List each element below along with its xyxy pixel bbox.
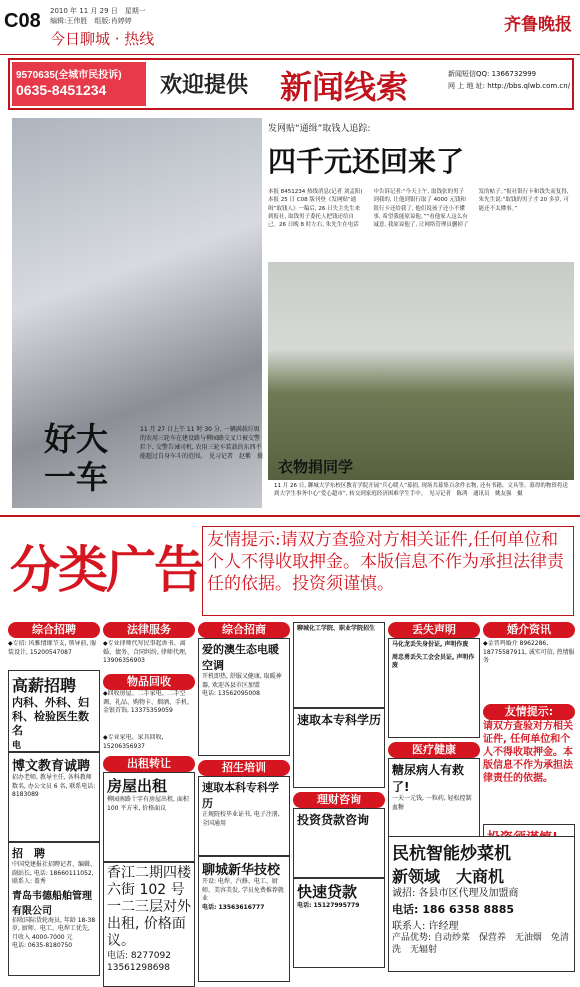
header-meta <box>50 6 146 26</box>
ad-d1: 聊城化工学院、职业学院招生 <box>297 625 376 632</box>
cat-matchmaking: 婚介资讯 <box>483 622 575 638</box>
ad-education-box <box>8 752 100 842</box>
ad-e7: 诚招: 各县市区代理及加盟商 <box>392 888 519 899</box>
editor-line: 编辑:王伟胜 组版:肖婷婷 <box>50 17 132 25</box>
cat-recycle: 物品回收 <box>103 674 195 690</box>
date-line: 2010 年 11 月 29 日 星期一 <box>50 7 146 15</box>
ad-b5: 柳园南路十字有房屋出租, 面积 100 平方米, 价格面议 <box>107 796 189 812</box>
hotline-banner <box>8 58 574 110</box>
cat-finance: 理财咨询 <box>293 792 385 808</box>
ad-d5: 快速贷款 <box>297 883 358 901</box>
ad-e8: 电话: 186 6358 8885 <box>392 903 515 916</box>
header-divider <box>0 54 580 55</box>
photo1-title: 好大一车 <box>44 420 109 496</box>
ad-column-2 <box>103 622 195 972</box>
ad-school-box <box>198 856 290 982</box>
ad-column-3 <box>198 622 290 972</box>
ad-d4: 投资贷款咨询 <box>297 813 370 827</box>
ad-e1: 马化龙丢失身份证, 声明作废 <box>392 641 469 648</box>
ad-diabetes-box <box>388 758 480 838</box>
ad-degree-box <box>198 776 290 856</box>
ad-lost-box <box>388 638 480 738</box>
ad-c3: 电话: 13562095008 <box>202 690 260 697</box>
ad-f2: 请双方查验对方相关证件, 任何单位和个人不得收取押金。本版信息不作为承担法律责任的依据。 <box>483 721 573 784</box>
photo2-title: 衣物捐同学 <box>278 458 354 476</box>
cat-tip: 友情提示: <box>483 704 575 720</box>
ad-a4: 电 <box>12 741 22 751</box>
cat-business: 综合招商 <box>198 622 290 638</box>
ad-house-box <box>103 772 195 862</box>
ad-c4: 速取本科专科学历 <box>202 781 279 810</box>
cat-medical: 医疗健康 <box>388 742 480 758</box>
photo1-caption: 11 月 27 日上午 11 时 30 分, 一辆满载垃圾的农用三轮车在建设路与柳园路交叉口被交警拦下, 交警告诫司机, 农用三轮车装载的东西不能超过自身车斗的范围。 见习记者 赵紫 摄 <box>140 426 264 460</box>
banner-title-2: 新闻线索 <box>280 68 409 106</box>
cat-enrollment: 招生培训 <box>198 760 290 776</box>
ad-heater-box <box>198 638 290 756</box>
ad-f1: ◆金晋鸡婚介 8962286, 18775587911, 诚实可信, 热情服务 <box>483 640 575 664</box>
ad-loan-box <box>293 878 385 968</box>
hotline-number-a: 9570635(全城市民投诉) <box>16 70 122 81</box>
ad-e2: 周忠勇丢失工会会员证, 声明作废 <box>392 653 475 669</box>
banner-url: 网 上 地 址: http://bbs.qlwb.com.cn/ <box>448 82 571 90</box>
ad-c6: 聊城新华技校 <box>202 863 281 878</box>
ad-fastdegree-box <box>293 708 385 788</box>
page-number: C08 <box>4 10 41 32</box>
ad-e10: 产品优势: 自动炒菜 保营养 无油烟 免清洗 无辐射 <box>392 933 569 955</box>
ad-e3: 糖尿病人有救了! <box>392 763 465 794</box>
ad-a10: 招收国际货轮海员, 年龄 18-38 岁, 厨师、电工、电焊工优先, 月收入 4000-7000 元 <box>12 916 96 941</box>
ad-xiangjiang-box <box>103 862 195 987</box>
ad-b3: ◆专业家电、家具回收, 15206356937 <box>103 734 164 750</box>
photo2-caption: 11 月 26 日, 聊城大学东校区教育学院开展“兵心暖人”募捐, 现场共募集百余件衣物, 还有书籍、文具等。募得的物资将送到大学生事务中心“爱心超市”, 转交到家庭经济困难学生手中。 见习记者 陈鸿 通讯员 姚友强 摄 <box>274 483 568 498</box>
ad-a11: 电话: 0635-8180750 <box>12 942 73 949</box>
cat-legal: 法律服务 <box>103 622 195 638</box>
ad-b1: ◆专业律师代写民事起诉书、离婚、债务、合同纠纷, 律师代理, 13906356903 <box>103 640 187 664</box>
hotline-box <box>12 62 146 106</box>
ad-d2: 速取本专科学历 <box>297 713 382 727</box>
ad-column-4 <box>293 622 385 972</box>
section-title: 今日聊城 · 热线 <box>50 30 155 48</box>
ad-e5: 民杭智能炒菜机 <box>392 844 511 864</box>
cat-recruit: 综合招聘 <box>8 622 100 638</box>
ad-c7: 开设: 电焊、汽修、电工、厨师、美容美发, 学员免费推荐就业 <box>202 878 284 902</box>
ad-a7: 招 聘 <box>12 847 45 860</box>
ad-cooker-box <box>388 836 575 972</box>
ad-b4: 房屋出租 <box>107 777 168 795</box>
ad-column-1 <box>8 622 100 972</box>
ad-a1: ◆专招: 风雅情缘节支, 领导前, 服装设计, 15200547087 <box>8 640 97 656</box>
ad-c1: 爱的澳生态电暖空调 <box>202 643 279 672</box>
students-donation-photo <box>268 262 574 480</box>
ad-a6: 招办老师, 教导主任, 各科教师数名, 办公文员 6 名, 联系电话: 8183089 <box>12 774 96 798</box>
cat-lost: 丢失声明 <box>388 622 480 638</box>
ad-c5: 正规院校毕业证书, 电子注册, 全国通用 <box>202 811 280 827</box>
cat-rental: 出租转让 <box>103 756 195 772</box>
story-headline: 四千元还回来了 <box>268 145 465 178</box>
ad-invest-box <box>293 808 385 878</box>
ad-a5: 博文教育诚聘 <box>12 759 91 774</box>
ad-b6: 香江二期四楼六街 102 号一二三层对外出租, 价格面议。 <box>107 865 191 949</box>
ad-c8: 电话: 13563616777 <box>202 903 265 911</box>
ad-college-box <box>293 622 385 708</box>
ad-b2: ◆回收房屋、二手家电、二手空调、礼品、购物卡、烟酒、手机、金银首饰, 13375359059 <box>103 690 194 714</box>
classified-title: 分类广告 <box>10 540 202 599</box>
ad-a8: 中国党建报社招聘记者、编辑、副站长, 电话: 18660111052, 联系人: 盖秀 <box>12 861 97 885</box>
story-body: 本报 8451234 热线消息(记者 刘孟阳) 本报 25 日 C08 版刊登《发网贴“通缉”取钱人》一稿后, 26 日失主先生来到报社, 取钱男子委托人把钱还给自己。26 日晚 8 时左右, 朱先生在电话中告诉记者:“今天上午, 取钱张的男子到我的, 让他到银行取了 4000 元钱和银行卡还给我了, 他们说孩子还小不懂事, 希望我能原谅他。”“看他家人这么有诚意, 我原谅他了, 让网络管理员删掉了发的帖子。”报社银行卡和钱失而复得, 朱先生说:“取钱的男子才 20 多岁, 可能还不太懂事。” <box>268 189 569 229</box>
hotline-number-b: 0635-8451234 <box>16 82 107 98</box>
classified-notice: 友情提示:请双方查验对方相关证件,任何单位和个人不得收取押金。本版信息不作为承担法律责任的依据。投资须谨慎。 <box>202 526 574 616</box>
ad-c2: 开机即热, 舒服又健康, 取暖神器, 欢迎各县市区加盟 <box>202 673 282 689</box>
ad-e6: 新领域 大商机 <box>392 867 505 886</box>
ad-a3: 内科、外科、妇科、检验医生数名 <box>12 696 89 737</box>
banner-contact <box>448 68 570 92</box>
ad-d6: 电话: 15127995779 <box>297 902 360 909</box>
story-kicker: 发网贴“通缉”取钱人追踪: <box>268 124 371 134</box>
ad-a2: 高薪招聘 <box>12 676 77 695</box>
newspaper-brand: 齐鲁晚报 <box>504 15 572 35</box>
ad-e4: 一天一元钱, 一粒药, 轻松控制血糖 <box>392 795 472 811</box>
section-divider <box>0 515 580 517</box>
ad-b7: 电话: 8277092 13561298698 <box>107 951 180 973</box>
ad-seaman-box <box>8 842 100 976</box>
banner-qq: 新闻短信QQ: 1366732999 <box>448 70 537 78</box>
ad-recruit-box <box>8 670 100 752</box>
banner-title-1: 欢迎提供 <box>160 72 249 98</box>
ad-e9: 联系人: 许经理 <box>392 921 459 932</box>
ad-a9: 青岛韦德船舶管理有限公司 <box>12 890 92 917</box>
